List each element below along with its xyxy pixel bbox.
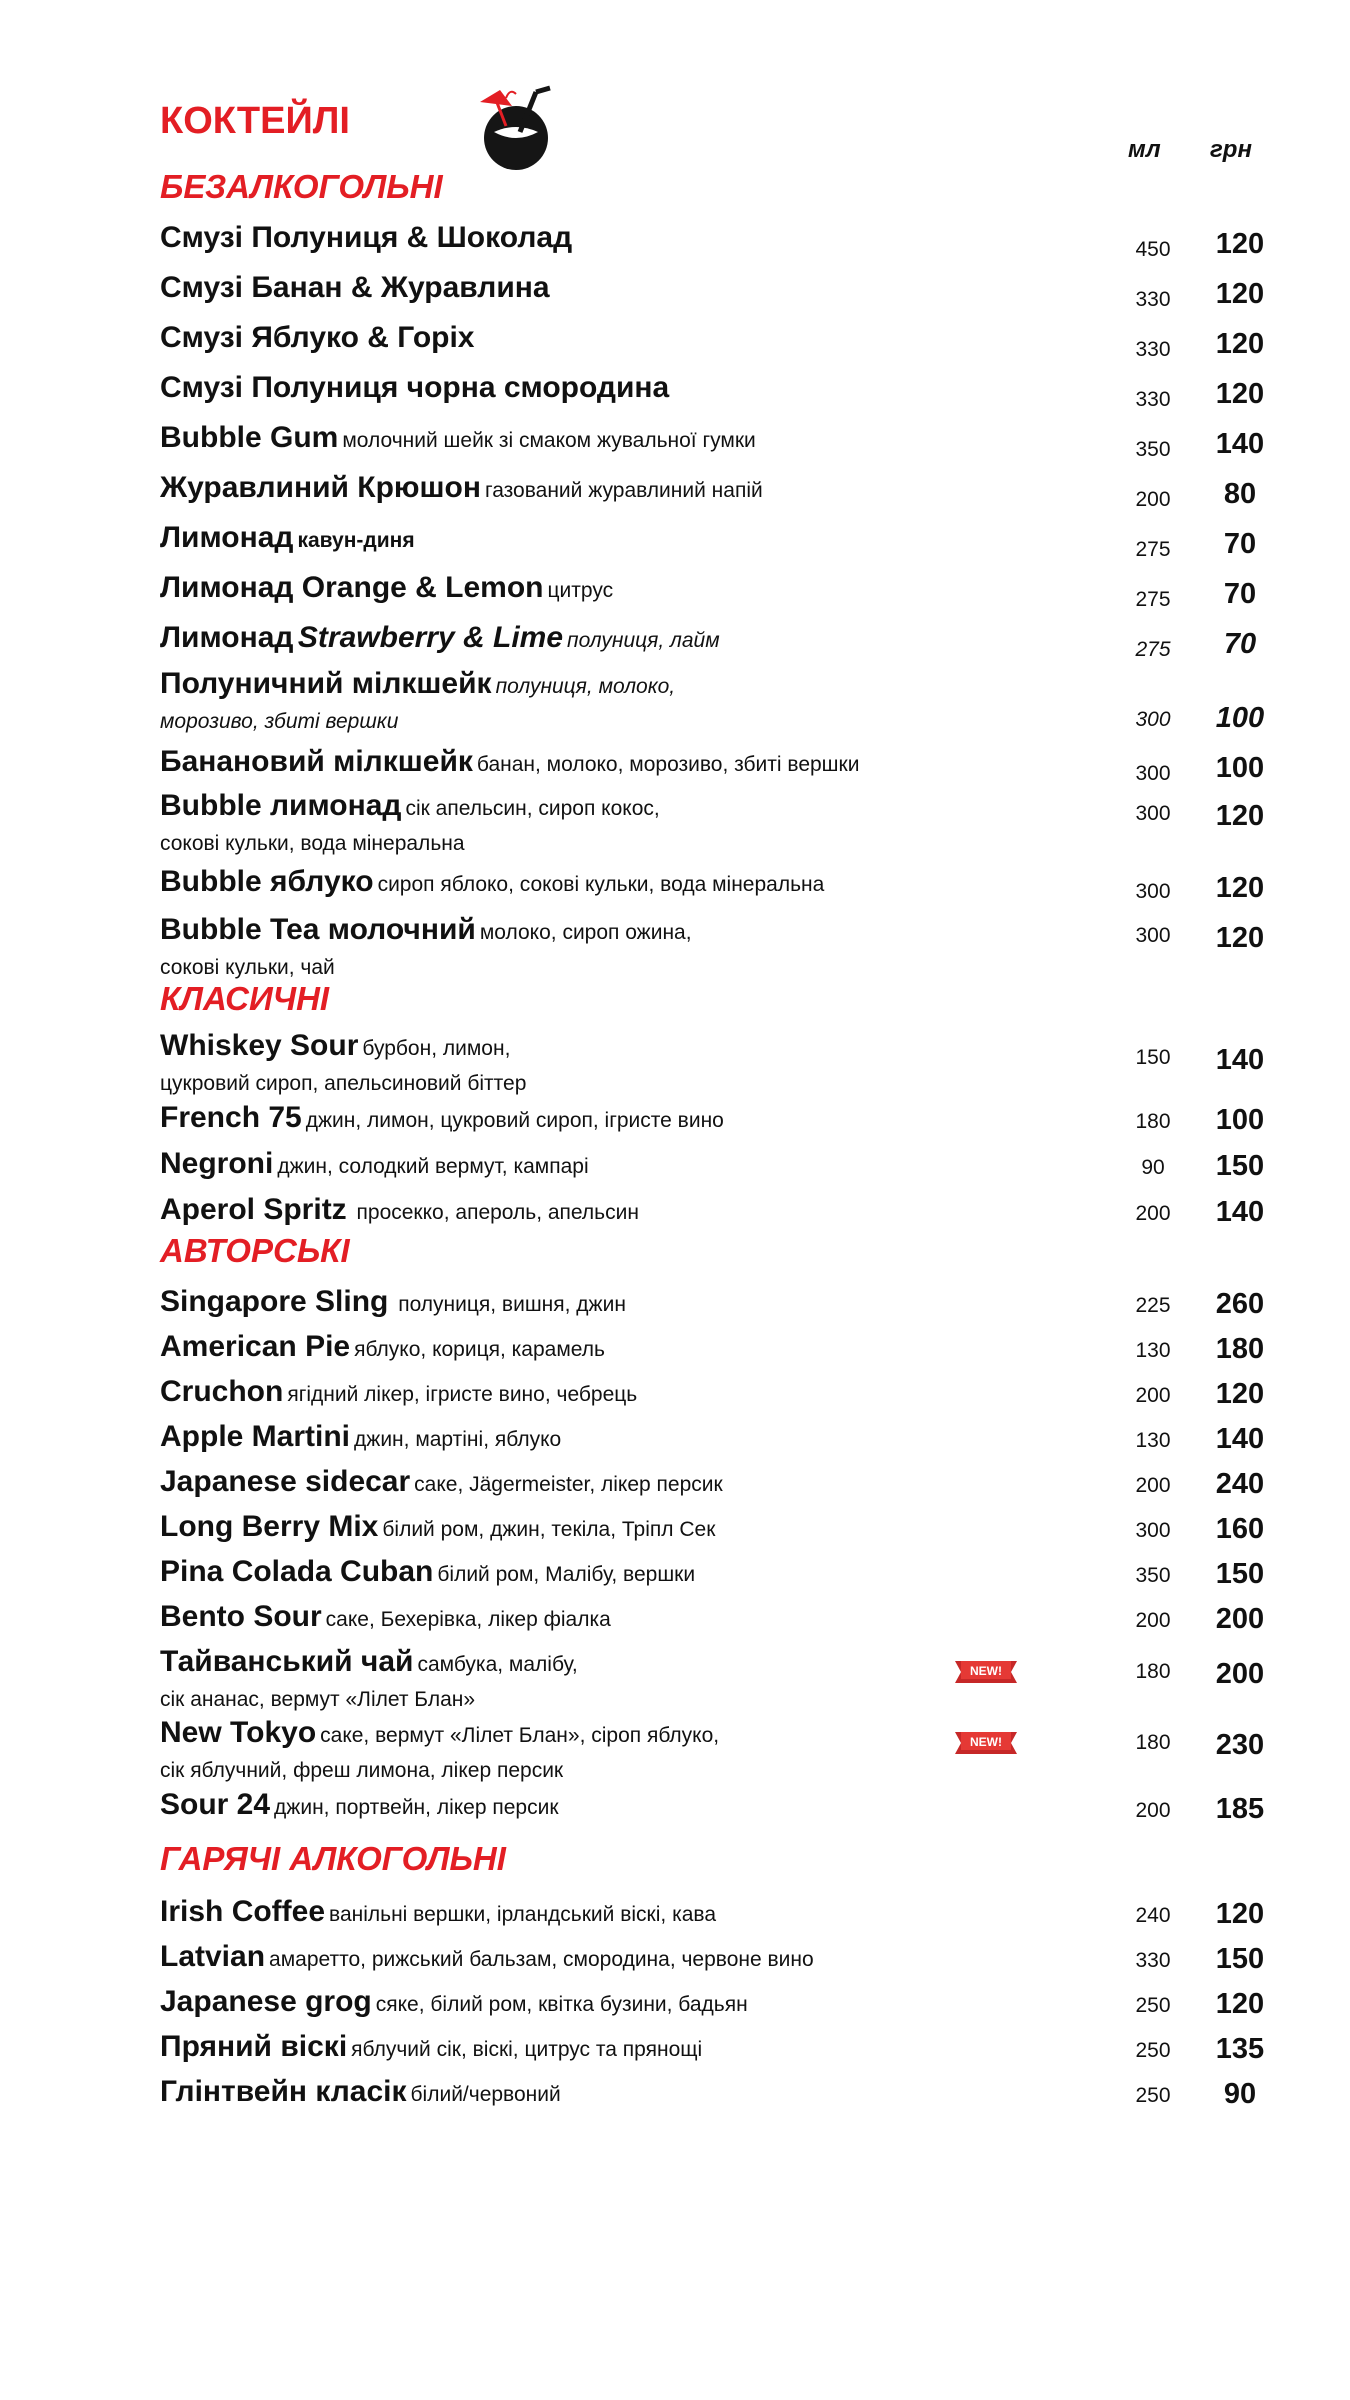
item-price: 120 bbox=[1215, 228, 1265, 260]
item-price: 70 bbox=[1223, 628, 1257, 660]
item-volume: 200 bbox=[1135, 1474, 1171, 1497]
menu-item bbox=[160, 788, 1280, 859]
item-name: Смузі Банан & Журавлина bbox=[160, 271, 550, 304]
item-description: ванільні вершки, ірландський віскі, кава bbox=[329, 1903, 717, 1926]
item-description: просекко, апероль, апельсин bbox=[350, 1201, 639, 1224]
item-name: Журавлиний Крюшон bbox=[160, 471, 482, 504]
section-title: ГАРЯЧІ АЛКОГОЛЬНІ bbox=[160, 1840, 506, 1877]
item-price: 120 bbox=[1215, 1988, 1265, 2020]
new-badge-icon bbox=[955, 1728, 1017, 1758]
item-volume: 200 bbox=[1135, 1799, 1171, 1822]
item-description: газований журавлиний напій bbox=[485, 479, 763, 502]
item-price: 200 bbox=[1215, 1658, 1265, 1690]
item-volume: 150 bbox=[1135, 1046, 1171, 1069]
item-price: 90 bbox=[1223, 2078, 1257, 2110]
item-volume: 225 bbox=[1135, 1294, 1171, 1317]
item-price: 180 bbox=[1215, 1333, 1265, 1365]
menu-item bbox=[160, 1787, 1280, 1828]
item-description: яблучий сік, віскі, цитрус та прянощі bbox=[351, 2038, 703, 2061]
item-price: 100 bbox=[1215, 752, 1265, 784]
item-volume: 250 bbox=[1135, 1994, 1171, 2017]
item-volume: 180 bbox=[1135, 1731, 1171, 1754]
item-price: 70 bbox=[1223, 578, 1257, 610]
item-name: Bubble лимонад bbox=[160, 789, 402, 822]
item-name: Negroni bbox=[160, 1147, 274, 1180]
item-price: 160 bbox=[1215, 1513, 1265, 1545]
item-volume: 200 bbox=[1135, 1609, 1171, 1632]
item-description: джин, лимон, цукровий сироп, ігристе вино bbox=[305, 1109, 724, 1132]
item-description: молочний шейк зі смаком жувальної гумки bbox=[342, 429, 756, 452]
menu-item bbox=[160, 1554, 1280, 1595]
item-price: 140 bbox=[1215, 1423, 1265, 1455]
item-price: 135 bbox=[1215, 2033, 1265, 2065]
menu-item bbox=[160, 1419, 1280, 1460]
item-volume: 200 bbox=[1135, 488, 1171, 511]
menu-item bbox=[160, 864, 1280, 905]
item-description: кавун-диня bbox=[297, 529, 415, 552]
item-name: Aperol Spritz bbox=[160, 1193, 347, 1226]
new-badge-icon bbox=[955, 1657, 1017, 1687]
item-description: джин, портвейн, лікер персик bbox=[274, 1796, 559, 1819]
menu-item bbox=[160, 1509, 1280, 1550]
item-description: джин, солодкий вермут, кампарі bbox=[277, 1155, 589, 1178]
item-price: 120 bbox=[1215, 800, 1265, 832]
menu-item bbox=[160, 1939, 1280, 1980]
column-header-grn: грн bbox=[1210, 136, 1252, 163]
item-name: Whiskey Sour bbox=[160, 1029, 359, 1062]
item-name: Latvian bbox=[160, 1940, 266, 1973]
page-title: КОКТЕЙЛІ bbox=[160, 100, 350, 142]
item-description: саке, вермут «Лілет Блан», сіроп яблуко, bbox=[320, 1724, 720, 1747]
item-description: бурбон, лимон, bbox=[362, 1037, 511, 1060]
item-name: Apple Martini bbox=[160, 1420, 351, 1453]
item-volume: 450 bbox=[1135, 238, 1171, 261]
column-header-ml: мл bbox=[1128, 136, 1161, 163]
item-name: French 75 bbox=[160, 1101, 302, 1134]
item-volume: 130 bbox=[1135, 1339, 1171, 1362]
item-price: 120 bbox=[1215, 922, 1265, 954]
item-name: Пряний віскі bbox=[160, 2030, 348, 2063]
menu-item bbox=[160, 470, 1280, 511]
item-name: Лимонад bbox=[160, 521, 294, 554]
menu-item bbox=[160, 570, 1280, 611]
item-description: банан, молоко, морозиво, збиті вершки bbox=[476, 753, 860, 776]
menu-item bbox=[160, 520, 1280, 561]
item-volume: 275 bbox=[1135, 538, 1171, 561]
item-price: 70 bbox=[1223, 528, 1257, 560]
item-name: Long Berry Mix bbox=[160, 1510, 379, 1543]
item-description: білий ром, джин, текіла, Тріпл Сек bbox=[382, 1518, 716, 1541]
item-price: 120 bbox=[1215, 872, 1265, 904]
item-name: Bubble Gum bbox=[160, 421, 339, 454]
item-volume: 130 bbox=[1135, 1429, 1171, 1452]
item-volume: 275 bbox=[1135, 638, 1171, 661]
item-description-continued: цукровий сироп, апельсиновий біттер bbox=[160, 1072, 527, 1095]
item-name: Смузі Полуниця чорна смородина bbox=[160, 371, 670, 404]
menu-item bbox=[160, 370, 1280, 411]
item-price: 120 bbox=[1215, 1898, 1265, 1930]
item-name: Банановий мілкшейк bbox=[160, 745, 473, 778]
item-name: New Tokyo bbox=[160, 1716, 317, 1749]
item-price: 150 bbox=[1215, 1558, 1265, 1590]
item-volume: 300 bbox=[1135, 1519, 1171, 1542]
item-description: саке, Jägermeister, лікер персик bbox=[414, 1473, 723, 1496]
item-volume: 330 bbox=[1135, 1949, 1171, 1972]
item-name: Pina Colada Cuban bbox=[160, 1555, 434, 1588]
item-name: Тайванський чай bbox=[160, 1645, 414, 1678]
item-name: Japanese sidecar bbox=[160, 1465, 411, 1498]
item-price: 80 bbox=[1223, 478, 1257, 510]
item-price: 140 bbox=[1215, 1196, 1265, 1228]
section-title: АВТОРСЬКІ bbox=[160, 1232, 350, 1269]
item-price: 140 bbox=[1215, 428, 1265, 460]
menu-item bbox=[160, 1644, 1280, 1715]
menu-item bbox=[160, 220, 1280, 261]
item-description: сяке, білий ром, квітка бузини, бадьян bbox=[375, 1993, 748, 2016]
item-description-continued: сік яблучний, фреш лимона, лікер персик bbox=[160, 1759, 564, 1782]
item-price: 100 bbox=[1215, 1104, 1265, 1136]
item-price: 260 bbox=[1215, 1288, 1265, 1320]
menu-item bbox=[160, 1374, 1280, 1415]
item-price: 230 bbox=[1215, 1729, 1265, 1761]
item-description: білий/червоний bbox=[410, 2083, 561, 2106]
item-name: Bento Sour bbox=[160, 1600, 322, 1633]
item-volume: 330 bbox=[1135, 288, 1171, 311]
item-volume: 250 bbox=[1135, 2039, 1171, 2062]
item-volume: 180 bbox=[1135, 1660, 1171, 1683]
item-description: цитрус bbox=[547, 579, 614, 602]
menu-item bbox=[160, 1464, 1280, 1505]
item-description: сік апельсин, сироп кокос, bbox=[405, 797, 660, 820]
menu-item bbox=[160, 744, 1280, 785]
item-volume: 240 bbox=[1135, 1904, 1171, 1927]
item-price: 140 bbox=[1215, 1044, 1265, 1076]
menu-item bbox=[160, 1715, 1280, 1786]
menu-item bbox=[160, 320, 1280, 361]
item-description: амаретто, рижський бальзам, смородина, червоне вино bbox=[269, 1948, 814, 1971]
item-price: 240 bbox=[1215, 1468, 1265, 1500]
item-volume: 200 bbox=[1135, 1202, 1171, 1225]
item-name: Irish Coffee bbox=[160, 1895, 326, 1928]
section-title: КЛАСИЧНІ bbox=[160, 980, 330, 1017]
item-volume: 180 bbox=[1135, 1110, 1171, 1133]
item-price: 120 bbox=[1215, 1378, 1265, 1410]
menu-item bbox=[160, 420, 1280, 461]
item-price: 120 bbox=[1215, 278, 1265, 310]
item-description: яблуко, кориця, карамель bbox=[354, 1338, 605, 1361]
coconut-drink-icon bbox=[476, 82, 556, 172]
item-volume: 350 bbox=[1135, 1564, 1171, 1587]
item-volume: 275 bbox=[1135, 588, 1171, 611]
item-description: ягідний лікер, ігристе вино, чебрець bbox=[287, 1383, 638, 1406]
item-name: Singapore Sling bbox=[160, 1285, 389, 1318]
item-price: 150 bbox=[1215, 1943, 1265, 1975]
item-volume: 200 bbox=[1135, 1384, 1171, 1407]
svg-text:NEW!: NEW! bbox=[970, 1735, 1002, 1749]
item-volume: 300 bbox=[1135, 762, 1171, 785]
menu-item bbox=[160, 620, 1280, 661]
item-description: полуниця, вишня, джин bbox=[392, 1293, 626, 1316]
item-description-continued: сік ананас, вермут «Лілет Блан» bbox=[160, 1688, 476, 1711]
item-name-italic: Strawberry & Lime bbox=[297, 621, 564, 654]
item-price: 120 bbox=[1215, 378, 1265, 410]
item-volume: 300 bbox=[1135, 880, 1171, 903]
item-name: Полуничний мілкшейк bbox=[160, 667, 492, 700]
item-price: 185 bbox=[1215, 1793, 1265, 1825]
menu-item bbox=[160, 270, 1280, 311]
menu-item bbox=[160, 1984, 1280, 2025]
item-description: полуниця, молоко, bbox=[495, 675, 676, 698]
item-name: Смузі Яблуко & Горіх bbox=[160, 321, 475, 354]
item-volume: 250 bbox=[1135, 2084, 1171, 2107]
menu-item bbox=[160, 1146, 1280, 1187]
menu-item bbox=[160, 1192, 1280, 1233]
item-description-continued: сокові кульки, чай bbox=[160, 956, 335, 979]
item-description: білий ром, Малібу, вершки bbox=[437, 1563, 696, 1586]
menu-item bbox=[160, 1599, 1280, 1640]
item-description: саке, Бехерівка, лікер фіалка bbox=[325, 1608, 611, 1631]
item-name: Лимонад Orange & Lemon bbox=[160, 571, 544, 604]
menu-item bbox=[160, 1284, 1280, 1325]
menu-item bbox=[160, 2029, 1280, 2070]
item-volume: 330 bbox=[1135, 338, 1171, 361]
item-volume: 300 bbox=[1135, 708, 1171, 731]
item-name: American Pie bbox=[160, 1330, 351, 1363]
item-price: 120 bbox=[1215, 328, 1265, 360]
item-name: Cruchon bbox=[160, 1375, 284, 1408]
menu-item bbox=[160, 1100, 1280, 1141]
item-description: сироп яблоко, сокові кульки, вода мінеральна bbox=[377, 873, 825, 896]
item-name: Bubble яблуко bbox=[160, 865, 374, 898]
item-price: 100 bbox=[1215, 702, 1265, 734]
item-name: Глінтвейн класік bbox=[160, 2075, 407, 2108]
item-name: Sour 24 bbox=[160, 1788, 271, 1821]
item-description-continued: сокові кульки, вода мінеральна bbox=[160, 832, 465, 855]
item-description: джин, мартіні, яблуко bbox=[354, 1428, 562, 1451]
item-name: Смузі Полуниця & Шоколад bbox=[160, 221, 573, 254]
item-volume: 300 bbox=[1135, 802, 1171, 825]
menu-item bbox=[160, 666, 1280, 737]
svg-text:NEW!: NEW! bbox=[970, 1664, 1002, 1678]
menu-item bbox=[160, 1894, 1280, 1935]
item-description: молоко, сироп ожина, bbox=[479, 921, 692, 944]
menu-item bbox=[160, 2074, 1280, 2115]
item-description-continued: морозиво, збиті вершки bbox=[160, 710, 399, 733]
item-price: 150 bbox=[1215, 1150, 1265, 1182]
menu-item bbox=[160, 1329, 1280, 1370]
item-volume: 350 bbox=[1135, 438, 1171, 461]
menu-item bbox=[160, 912, 1280, 983]
item-description: самбука, малібу, bbox=[417, 1653, 578, 1676]
item-name: Japanese grog bbox=[160, 1985, 372, 2018]
item-description: полуниця, лайм bbox=[567, 629, 720, 652]
section-title: БЕЗАЛКОГОЛЬНІ bbox=[160, 168, 443, 205]
item-volume: 330 bbox=[1135, 388, 1171, 411]
item-price: 200 bbox=[1215, 1603, 1265, 1635]
item-volume: 90 bbox=[1141, 1156, 1165, 1179]
item-name: Лимонад bbox=[160, 621, 294, 654]
item-name: Bubble Tea молочний bbox=[160, 913, 476, 946]
item-volume: 300 bbox=[1135, 924, 1171, 947]
menu-item bbox=[160, 1028, 1280, 1099]
